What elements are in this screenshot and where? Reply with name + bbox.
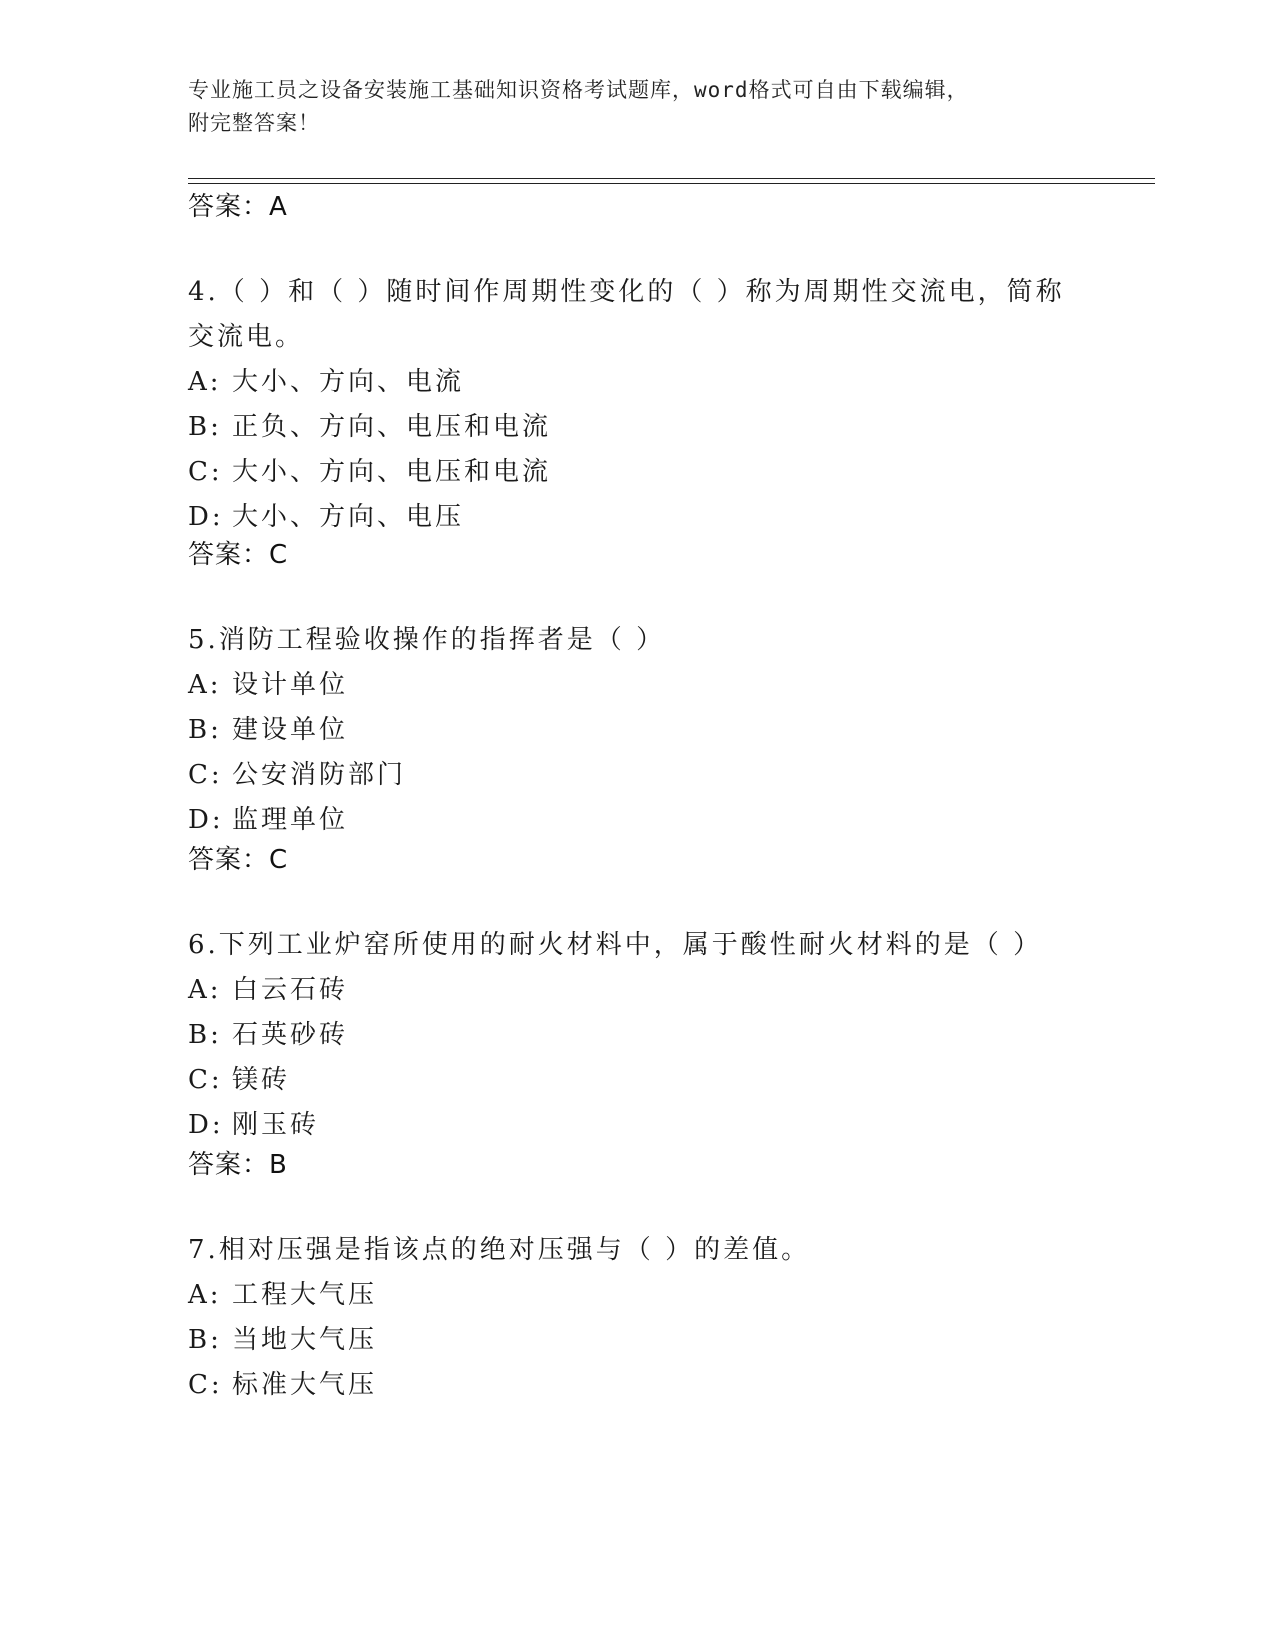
answer-5: 答案：C — [188, 845, 289, 875]
question-5 — [188, 618, 1088, 843]
option-c: C: 公安消防部门 — [188, 760, 407, 790]
document-header — [188, 74, 1088, 140]
question-stem: 4.（ ）和（ ）随时间作周期性变化的（ ）称为周期性交流电，简称交流电。 — [188, 277, 1065, 352]
option-d: D: 大小、方向、电压 — [188, 502, 465, 532]
option-b: B: 石英砂砖 — [188, 1020, 349, 1050]
option-a: A: 设计单位 — [188, 670, 349, 700]
question-stem: 6.下列工业炉窑所使用的耐火材料中，属于酸性耐火材料的是（ ） — [188, 930, 1043, 960]
question-7 — [188, 1228, 1088, 1408]
option-c: C: 大小、方向、电压和电流 — [188, 457, 552, 487]
option-a: A: 工程大气压 — [188, 1280, 378, 1310]
option-a: A: 大小、方向、电流 — [188, 367, 465, 397]
answer-6: 答案：B — [188, 1150, 288, 1180]
option-c: C: 标准大气压 — [188, 1370, 378, 1400]
option-d: D: 刚玉砖 — [188, 1110, 320, 1140]
header-divider-bottom — [188, 183, 1155, 184]
answer-previous: 答案：A — [188, 192, 288, 222]
header-title-line-1: 专业施工员之设备安装施工基础知识资格考试题库，word格式可自由下载编辑， — [188, 78, 969, 102]
header-title-line-2: 附完整答案！ — [188, 111, 320, 135]
option-a: A: 白云石砖 — [188, 975, 349, 1005]
question-6 — [188, 923, 1088, 1148]
header-divider-top — [188, 178, 1155, 179]
option-b: B: 正负、方向、电压和电流 — [188, 412, 552, 442]
question-stem: 7.相对压强是指该点的绝对压强与（ ）的差值。 — [188, 1235, 811, 1265]
question-stem: 5.消防工程验收操作的指挥者是（ ） — [188, 625, 666, 655]
option-c: C: 镁砖 — [188, 1065, 291, 1095]
option-b: B: 建设单位 — [188, 715, 349, 745]
option-b: B: 当地大气压 — [188, 1325, 378, 1355]
answer-4: 答案：C — [188, 540, 289, 570]
question-4 — [188, 270, 1088, 540]
option-d: D: 监理单位 — [188, 805, 349, 835]
